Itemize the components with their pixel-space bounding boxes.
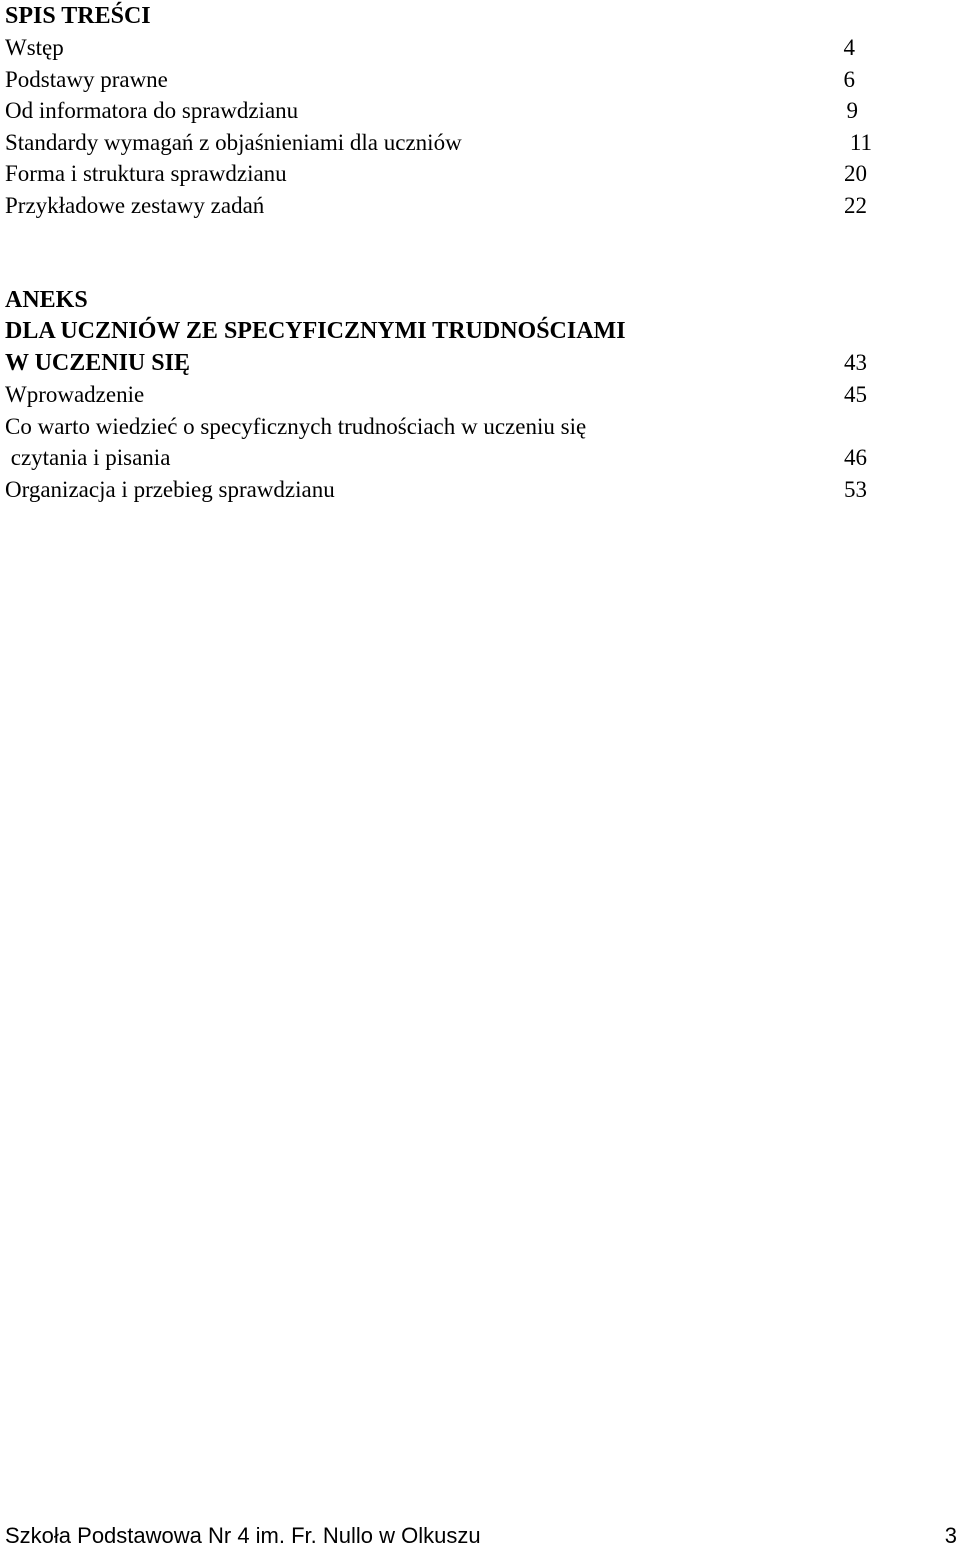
toc-entry[interactable] xyxy=(5,127,872,159)
toc-entry-page: 4 xyxy=(843,35,855,60)
annex-subheading-line: W UCZENIU SIĘ xyxy=(5,350,190,376)
toc-entry-label: Podstawy prawne xyxy=(5,67,168,92)
toc-entry[interactable] xyxy=(5,379,867,411)
page-footer xyxy=(5,1522,960,1550)
toc-entry[interactable] xyxy=(5,95,858,127)
toc-entry-page: 45 xyxy=(844,382,867,407)
toc-entry-label: Co warto wiedzieć o specyficznych trudnościach w uczeniu się xyxy=(5,414,587,439)
toc-entry-label: czytania i pisania xyxy=(5,445,171,470)
toc-entry[interactable] xyxy=(5,411,867,443)
toc-entry[interactable] xyxy=(5,347,867,379)
annex-heading: ANEKS xyxy=(5,287,88,313)
toc-entry-page: 20 xyxy=(844,161,867,186)
toc-entry-label: Od informatora do sprawdzianu xyxy=(5,98,299,123)
toc-entry[interactable] xyxy=(5,474,867,506)
toc-entry[interactable] xyxy=(5,158,867,190)
toc-entry-page: 11 xyxy=(849,130,872,155)
toc-entry-page: 9 xyxy=(846,98,858,123)
footer-page-number: 3 xyxy=(944,1523,957,1548)
toc-entry[interactable] xyxy=(5,442,867,474)
toc-entry-page: 6 xyxy=(843,67,855,92)
toc-entry-page: 53 xyxy=(844,477,867,502)
toc-entry-label: Forma i struktura sprawdzianu xyxy=(5,161,287,186)
toc-entry-label: Wprowadzenie xyxy=(5,382,145,407)
footer-school-name: Szkoła Podstawowa Nr 4 im. Fr. Nullo w Olkuszu xyxy=(5,1523,481,1548)
toc-entry[interactable] xyxy=(5,64,855,96)
toc-entry-page: 43 xyxy=(844,350,867,375)
toc-entry[interactable] xyxy=(5,190,867,222)
toc-entry[interactable] xyxy=(5,32,855,64)
toc-entry-label: Przykładowe zestawy zadań xyxy=(5,193,265,218)
toc-title: SPIS TREŚCI xyxy=(5,3,151,29)
toc-entry-page: 46 xyxy=(844,445,867,470)
annex-subheading: DLA UCZNIÓW ZE SPECYFICZNYMI TRUDNOŚCIAMI xyxy=(5,318,626,344)
toc-entry-label: Wstęp xyxy=(5,35,64,60)
toc-entry-page: 22 xyxy=(844,193,867,218)
toc-entry-label: Standardy wymagań z objaśnieniami dla uczniów xyxy=(5,130,462,155)
toc-entry-label: Organizacja i przebieg sprawdzianu xyxy=(5,477,335,502)
